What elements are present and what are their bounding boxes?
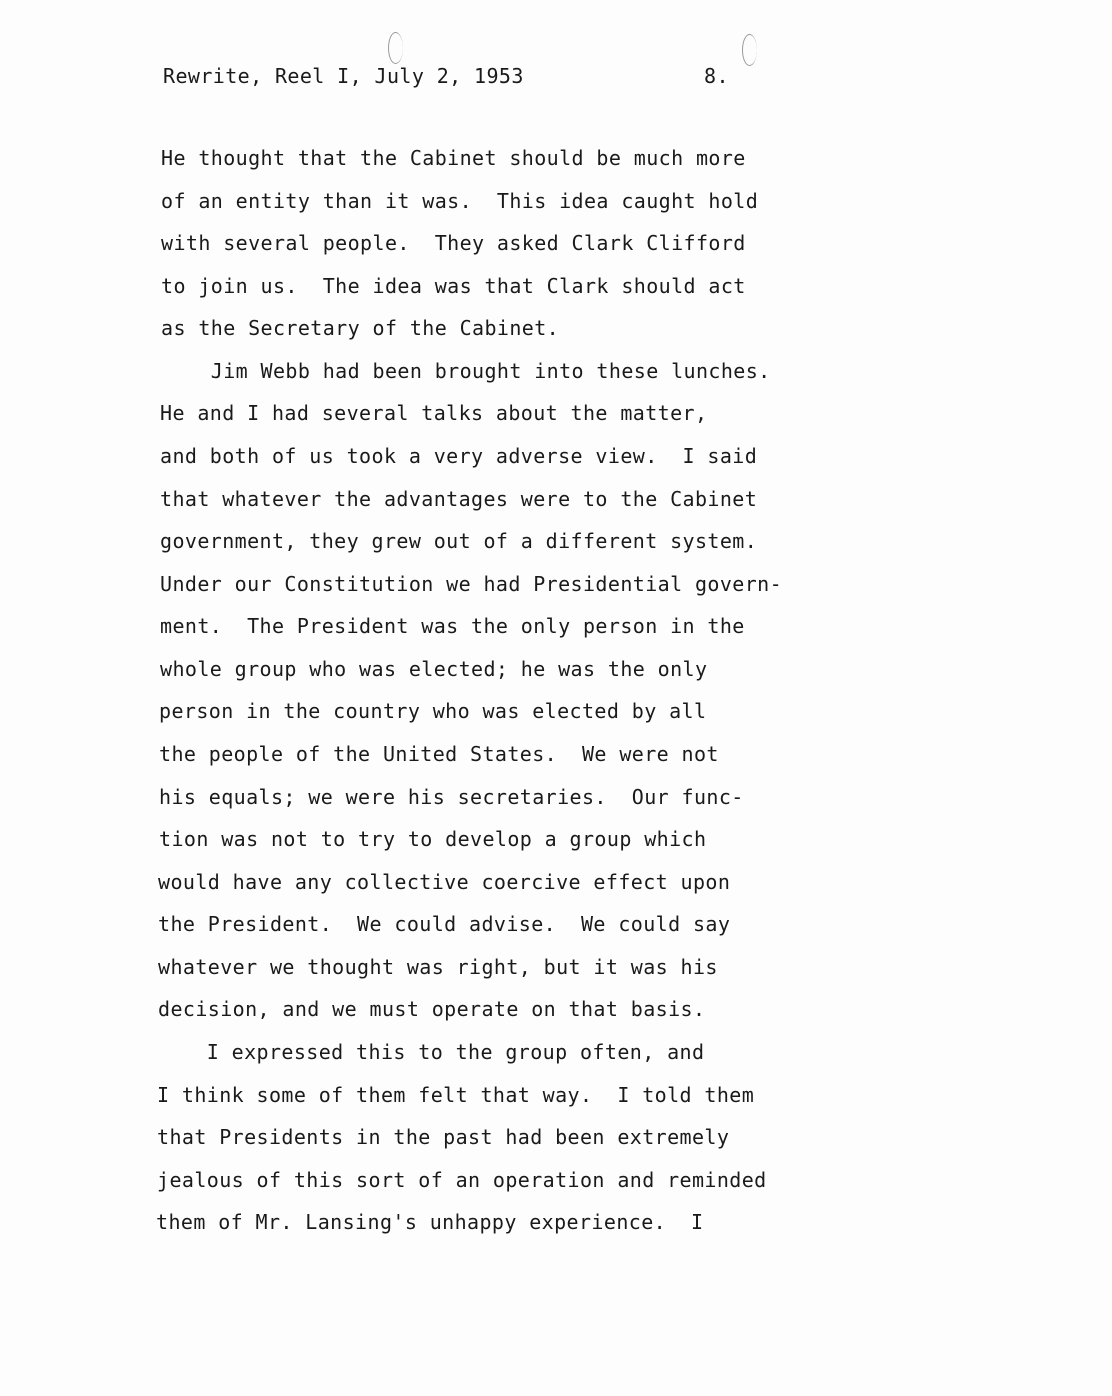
body-line: Jim Webb had been brought into these lunches. xyxy=(161,359,771,383)
body-line: jealous of this sort of an operation and reminded xyxy=(157,1168,767,1192)
body-line: person in the country who was elected by all xyxy=(159,699,707,723)
punch-mark-right xyxy=(742,34,757,66)
body-line: of an entity than it was. This idea caught hold xyxy=(161,189,759,213)
body-line: whatever we thought was right, but it was his xyxy=(158,955,718,979)
body-line: whole group who was elected; he was the only xyxy=(160,657,708,681)
body-line: them of Mr. Lansing's unhappy experience. I xyxy=(156,1210,704,1234)
body-line: his equals; we were his secretaries. Our func- xyxy=(159,785,744,809)
body-line: the people of the United States. We were not xyxy=(159,742,719,766)
body-line: that Presidents in the past had been extremely xyxy=(157,1125,730,1149)
body-line: tion was not to try to develop a group which xyxy=(159,827,707,851)
body-line: He and I had several talks about the matter, xyxy=(160,401,708,425)
body-line: and both of us took a very adverse view. I said xyxy=(160,444,758,468)
body-line: I expressed this to the group often, and xyxy=(157,1040,705,1064)
body-line: to join us. The idea was that Clark should act xyxy=(161,274,746,298)
body-line: with several people. They asked Clark Clifford xyxy=(161,231,746,255)
body-line: ment. The President was the only person in the xyxy=(160,614,745,638)
body-line: decision, and we must operate on that basis. xyxy=(158,997,706,1021)
body-line: I think some of them felt that way. I told them xyxy=(157,1083,755,1107)
header-title: Rewrite, Reel I, July 2, 1953 xyxy=(163,64,524,88)
page-number: 8. xyxy=(704,64,729,88)
body-line: government, they grew out of a different system. xyxy=(160,529,758,553)
body-line: Under our Constitution we had Presidential govern- xyxy=(160,572,783,596)
punch-mark-left xyxy=(388,32,403,64)
body-line: He thought that the Cabinet should be much more xyxy=(161,146,746,170)
body-line: the President. We could advise. We could say xyxy=(158,912,731,936)
body-line: would have any collective coercive effect upon xyxy=(158,870,731,894)
body-line: that whatever the advantages were to the Cabinet xyxy=(160,487,758,511)
body-line: as the Secretary of the Cabinet. xyxy=(161,316,560,340)
